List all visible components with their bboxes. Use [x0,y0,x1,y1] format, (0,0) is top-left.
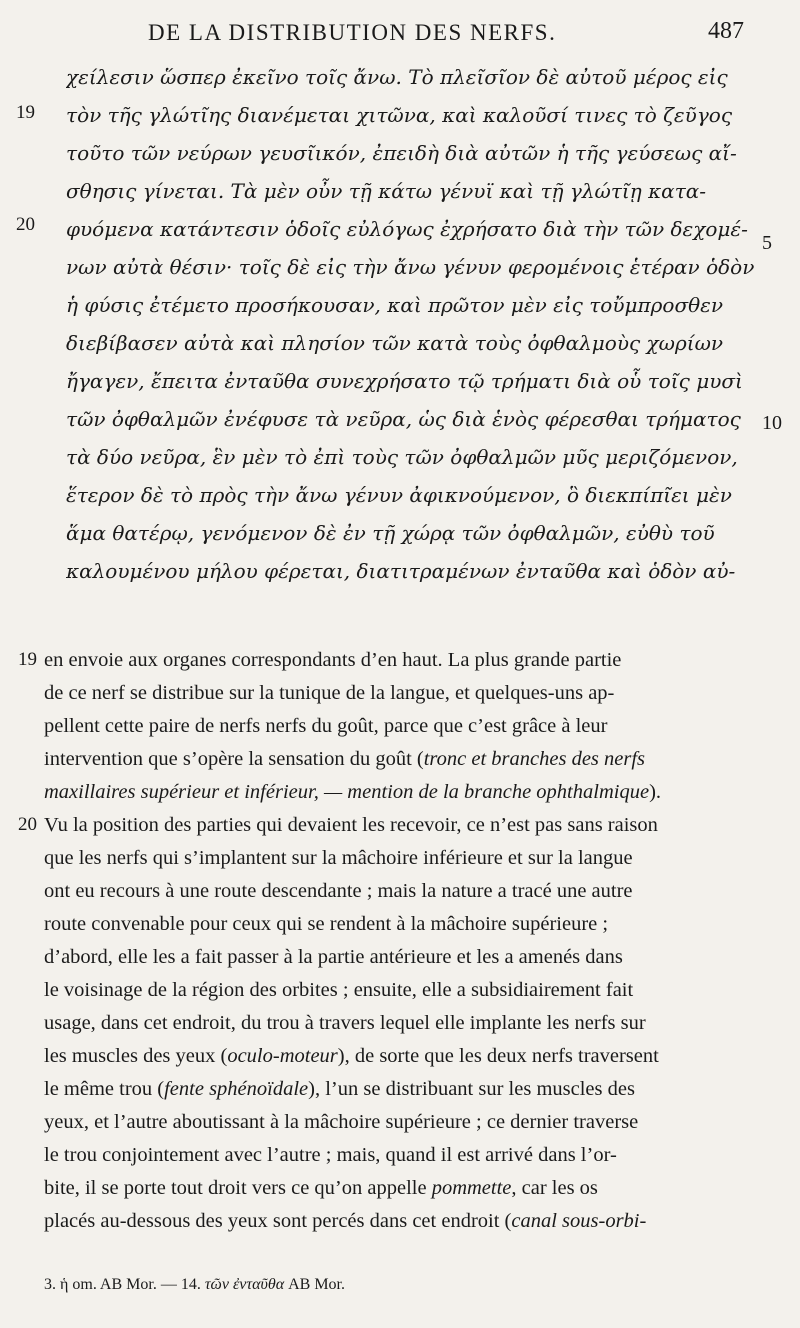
french-line: ont eu recours à une route descendante ; mais la nature a tracé une autre [44,880,633,902]
french-line: route convenable pour ceux qui se rendent à la mâchoire supérieure ; [44,913,609,935]
french-line: Vu la position des parties qui devaient les recevoir, ce n’est pas sans raison [44,814,658,836]
french-line: de ce nerf se distribue sur la tunique de la langue, et quelques-uns ap- [44,682,615,704]
text-run: placés au-dessous des yeux sont percés dans cet endroit ( [44,1210,512,1232]
running-title: DE LA DISTRIBUTION DES NERFS. [148,20,557,45]
greek-line: νων αὐτὰ θέσιν· τοῖς δὲ εἰς τὴν ἄνω γένυν φερομένοις ἑτέραν ὁδὸν [66,255,755,279]
french-line: que les nerfs qui s’implantent sur la mâchoire inférieure et sur la langue [44,847,633,869]
french-line [44,744,762,774]
line-number: 20 [18,814,37,835]
italic-run: tronc et branches des nerfs [423,748,646,770]
french-line: yeux, et l’autre aboutissant à la mâchoire supérieure ; ce dernier traverse [44,1111,639,1133]
french-line: d’abord, elle les a fait passer à la partie antérieure et les a amenés dans [44,946,623,968]
greek-line: τὰ δύο νεῦρα, ἓν μὲν τὸ ἐπὶ τοὺς τῶν ὀφθαλμῶν μῦς μεριζόμενον, [66,445,738,469]
greek-line: σθησις γίνεται. Τὰ μὲν οὖν τῇ κάτω γένυϊ καὶ τῇ γλώτῖῃ κατα- [66,179,707,203]
french-line [44,777,762,807]
french-line [44,1206,762,1236]
greek-line: ἕτερον δὲ τὸ πρὸς τὴν ἄνω γένυν ἀφικνούμενον, ὃ διεκπίπῖει μὲν [66,483,732,507]
greek-line: τὸν τῆς γλώτῖης διανέμεται χιτῶνα, καὶ καλοῦσί τινες τὸ ζεῦγος [66,103,733,127]
text-run: , car les os [511,1177,598,1199]
critical-apparatus-footnote [44,1276,744,1294]
line-number: 19 [18,649,37,670]
italic-run: canal sous-orbi- [511,1210,647,1232]
greek-line: φυόμενα κατάντεσιν ὁδοῖς εὐλόγως ἐχρήσατο διὰ τὴν τῶν δεχομέ- [66,217,748,241]
text-run: ), de sorte que les deux nerfs traversent [337,1045,659,1067]
greek-line: ἅμα θατέρῳ, γενόμενον δὲ ἐν τῇ χώρᾳ τῶν ὀφθαλμῶν, εὐθὺ τοῦ [66,521,715,545]
italic-run: oculo-moteur [227,1045,338,1067]
page-header [0,14,800,54]
italic-run: maxillaires supérieur et inférieur, — mention de la branche ophthalmique [44,781,650,803]
greek-line: καλουμένου μήλου φέρεται, διατιτραμένων ἐνταῦθα καὶ ὁδὸν αὐ- [66,559,736,583]
italic-run: τῶν ἐνταῦθα [204,1276,285,1293]
line-number: 20 [16,214,35,235]
french-line: en envoie aux organes correspondants d’en haut. La plus grande partie [44,649,622,671]
french-line: pellent cette paire de nerfs nerfs du goût, parce que c’est grâce à leur [44,715,608,737]
french-line: usage, dans cet endroit, du trou à travers lequel elle implante les nerfs sur [44,1012,646,1034]
italic-run: fente sphénoïdale [164,1078,309,1100]
line-number: 10 [762,412,782,434]
text-run: le même trou ( [44,1078,165,1100]
french-line [44,1041,762,1071]
text-run: bite, il se porte tout droit vers ce qu’on appelle [44,1177,432,1199]
text-run: ). [649,781,662,803]
french-line: le voisinage de la région des orbites ; ensuite, elle a subsidiairement fait [44,979,634,1001]
text-run: les muscles des yeux ( [44,1045,228,1067]
french-line [44,1173,762,1203]
text-run: ), l’un se distribuant sur les muscles des [308,1078,635,1100]
french-line [44,1074,762,1104]
page-number: 487 [708,18,744,44]
italic-run: pommette [431,1177,512,1199]
greek-line: ἡ φύσις ἐτέμετο προσήκουσαν, καὶ πρῶτον μὲν εἰς τοὔμπροσθεν [66,293,724,317]
greek-line: ἤγαγεν, ἔπειτα ἐνταῦθα συνεχρήσατο τῷ τρήματι διὰ οὗ τοῖς μυσὶ [66,369,743,393]
greek-line: χείλεσιν ὥσπερ ἐκεῖνο τοῖς ἄνω. Τὸ πλεῖσῖον δὲ αὐτοῦ μέρος εἰς [66,65,728,89]
text-run: AB Mor. [284,1276,345,1293]
line-number: 19 [16,102,35,123]
text-run: intervention que s’opère la sensation du goût ( [44,748,424,770]
greek-line: τοῦτο τῶν νεύρων γευσῖικόν, ἐπειδὴ διὰ αὐτῶν ἡ τῆς γεύσεως αἴ- [66,141,737,165]
greek-line: διεβίβασεν αὐτὰ καὶ πλησίον τῶν κατὰ τοὺς ὀφθαλμοὺς χωρίων [66,331,724,355]
text-run: 3. ἡ om. AB Mor. — 14. [44,1276,205,1293]
greek-line: τῶν ὀφθαλμῶν ἐνέφυσε τὰ νεῦρα, ὡς διὰ ἑνὸς φέρεσθαι τρήματος [66,407,741,431]
line-number: 5 [762,232,772,254]
french-line: le trou conjointement avec l’autre ; mais, quand il est arrivé dans l’or- [44,1144,617,1166]
